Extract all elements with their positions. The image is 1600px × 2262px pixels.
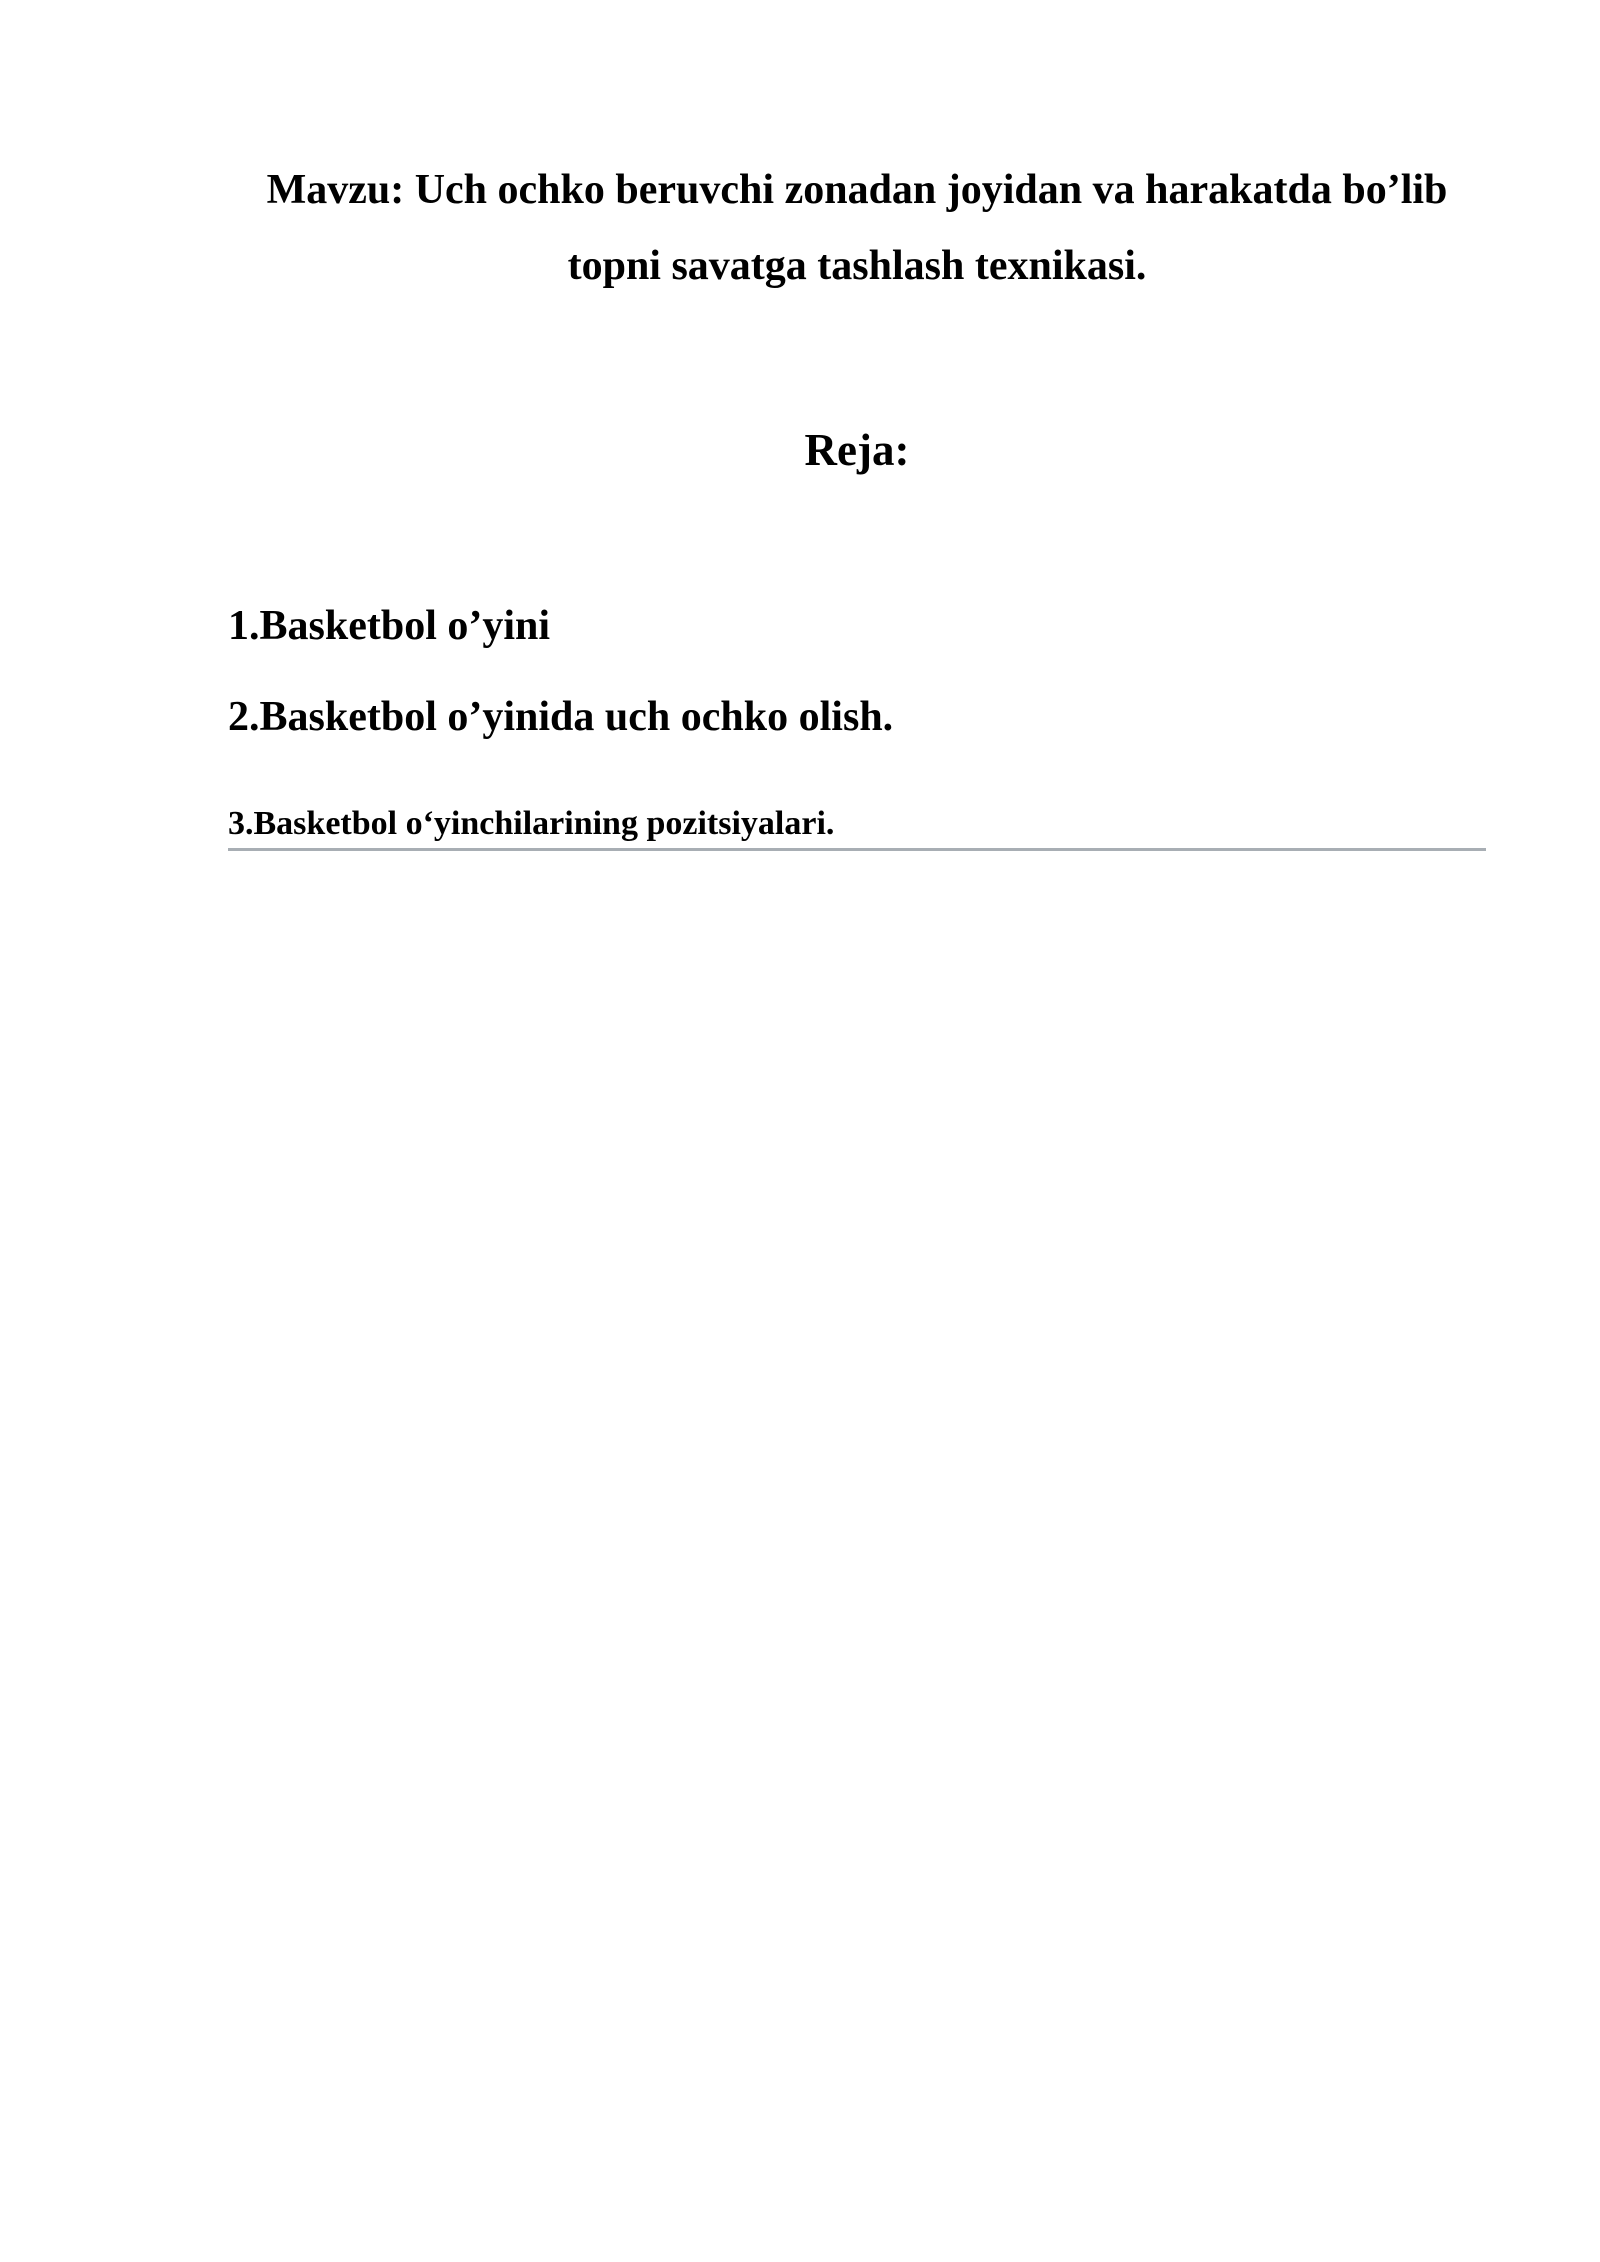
document-title-line-2: topni savatga tashlash texnikasi. bbox=[567, 243, 1147, 289]
plan-item-1: 1.Basketbol o’yini bbox=[228, 603, 551, 649]
document-title-line-1: Mavzu: Uch ochko beruvchi zonadan joyidan va harakatda bo’lib bbox=[266, 167, 1448, 213]
document-title bbox=[228, 152, 1486, 304]
plan-item-3: 3.Basketbol oʻyinchilarining pozitsiyalari. bbox=[228, 800, 1486, 851]
plan-heading: Reja: bbox=[804, 425, 910, 475]
plan-item-2: 2.Basketbol o’yinida uch ochko olish. bbox=[228, 694, 894, 740]
